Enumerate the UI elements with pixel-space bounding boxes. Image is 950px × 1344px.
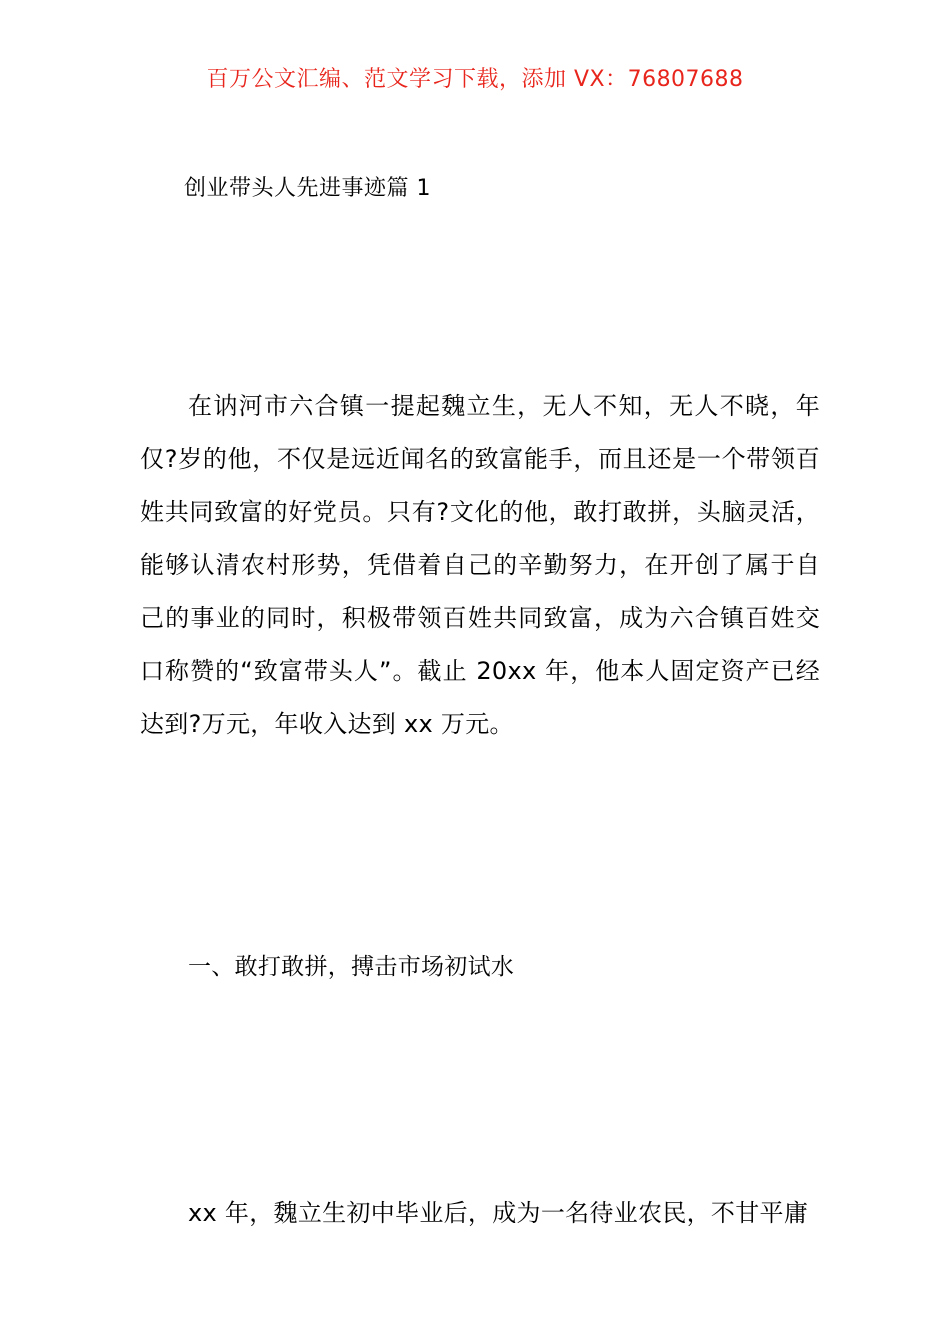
watermark-banner: 百万公文汇编、范文学习下载，添加 VX：76807688	[206, 67, 744, 92]
spacer-after-title	[140, 208, 820, 380]
body-paragraph-2-partial: xx 年，魏立生初中毕业后，成为一名待业农民，不甘平庸	[188, 1199, 809, 1227]
body-paragraph-1: 在讷河市六合镇一提起魏立生，无人不知，无人不晓，年仅?岁的他，不仅是远近闻名的致富能手，而且还是一个带领百姓共同致富的好党员。只有?文化的他，敢打敢拼，头脑灵活，能够认清农村形势，凭借着自己的辛勤努力，在开创了属于自己的事业的同时，积极带领百姓共同致富，成为六合镇百姓交口称赞的“致富带头人”。截止 20xx 年，他本人固定资产已经达到?万元，年收入达到 xx 万元。	[140, 392, 820, 738]
spacer-after-heading	[140, 987, 820, 1187]
document-body	[140, 170, 820, 1240]
page-title: 创业带头人先进事迹篇 1	[184, 176, 431, 201]
spacer-before-heading	[140, 751, 820, 947]
section-heading-1: 一、敢打敢拼，搏击市场初试水	[188, 954, 515, 980]
